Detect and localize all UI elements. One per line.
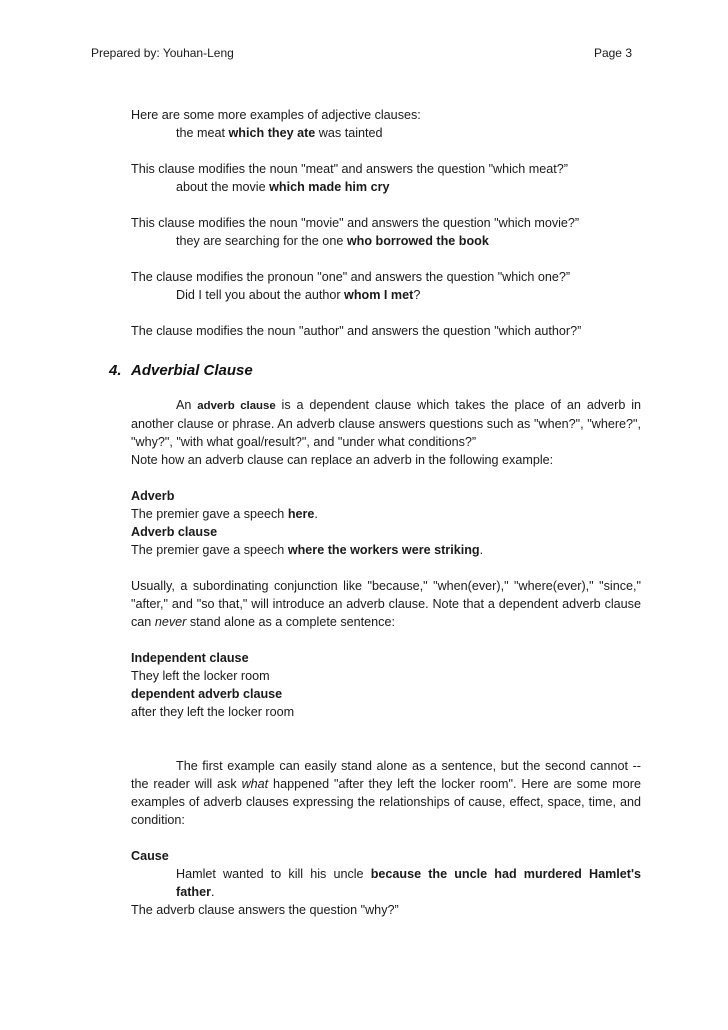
adj-note-2: This clause modifies the noun "movie" and answers the question "which movie?” — [131, 216, 580, 230]
adj-note-1: This clause modifies the noun "meat" and answers the question "which meat?” — [131, 162, 568, 176]
independent-example: They left the locker room — [131, 669, 270, 683]
adj-example-4: Did I tell you about the author whom I met? — [176, 288, 421, 302]
cause-note: The adverb clause answers the question "why?” — [131, 903, 399, 917]
prepared-by: Prepared by: Youhan-Leng — [91, 46, 234, 60]
dependent-label: dependent adverb clause — [131, 687, 283, 701]
adj-example-2: about the movie which made him cry — [176, 180, 390, 194]
adj-note-4: The clause modifies the noun "author" and answers the question "which author?” — [131, 324, 582, 338]
section-heading: 4. Adverbial Clause — [109, 362, 253, 379]
adverb-note: Note how an adverb clause can replace an adverb in the following example: — [131, 453, 554, 467]
page-number: Page 3 — [593, 46, 632, 60]
dependent-example: after they left the locker room — [131, 705, 295, 719]
adverb-label: Adverb — [131, 489, 175, 503]
independent-label: Independent clause — [131, 651, 249, 665]
adj-intro: Here are some more examples of adjective clauses: — [131, 108, 421, 122]
adj-example-3: they are searching for the one who borrowed the book — [176, 234, 489, 248]
page-body — [109, 106, 642, 919]
adj-note-3: The clause modifies the pronoun "one" and answers the question "which one?” — [131, 270, 571, 284]
cause-example: Hamlet wanted to kill his uncle because the uncle had murdered Hamlet's father. — [176, 867, 641, 899]
page-header — [91, 44, 632, 62]
cause-label: Cause — [131, 849, 169, 863]
comparison-paragraph: The first example can easily stand alone as a sentence, but the second cannot -- the reader will ask what happened "after they left the locker room". Here are some more examples of adverb clauses expressing the relationships of cause, effect, space, time, and condition: — [131, 759, 642, 827]
adj-example-1: the meat which they ate was tainted — [176, 126, 383, 140]
adverb-example: The premier gave a speech here. — [131, 507, 318, 521]
adverb-clause-label: Adverb clause — [131, 525, 218, 539]
conjunction-paragraph: Usually, a subordinating conjunction like "because," "when(ever)," "where(ever)," "since," "after," and "so that," will introduce an adverb clause. Note that a dependent adverb clause can never stand alone as a complete sentence: — [131, 579, 641, 629]
adverb-clause-example: The premier gave a speech where the workers were striking. — [131, 543, 484, 557]
adverb-definition: An adverb clause is a dependent clause which takes the place of an adverb in another clause or phrase. An adverb clause answers questions such as "when?", "where?", "why?", "with what goal/result?", and "under what conditions?” — [131, 398, 642, 449]
